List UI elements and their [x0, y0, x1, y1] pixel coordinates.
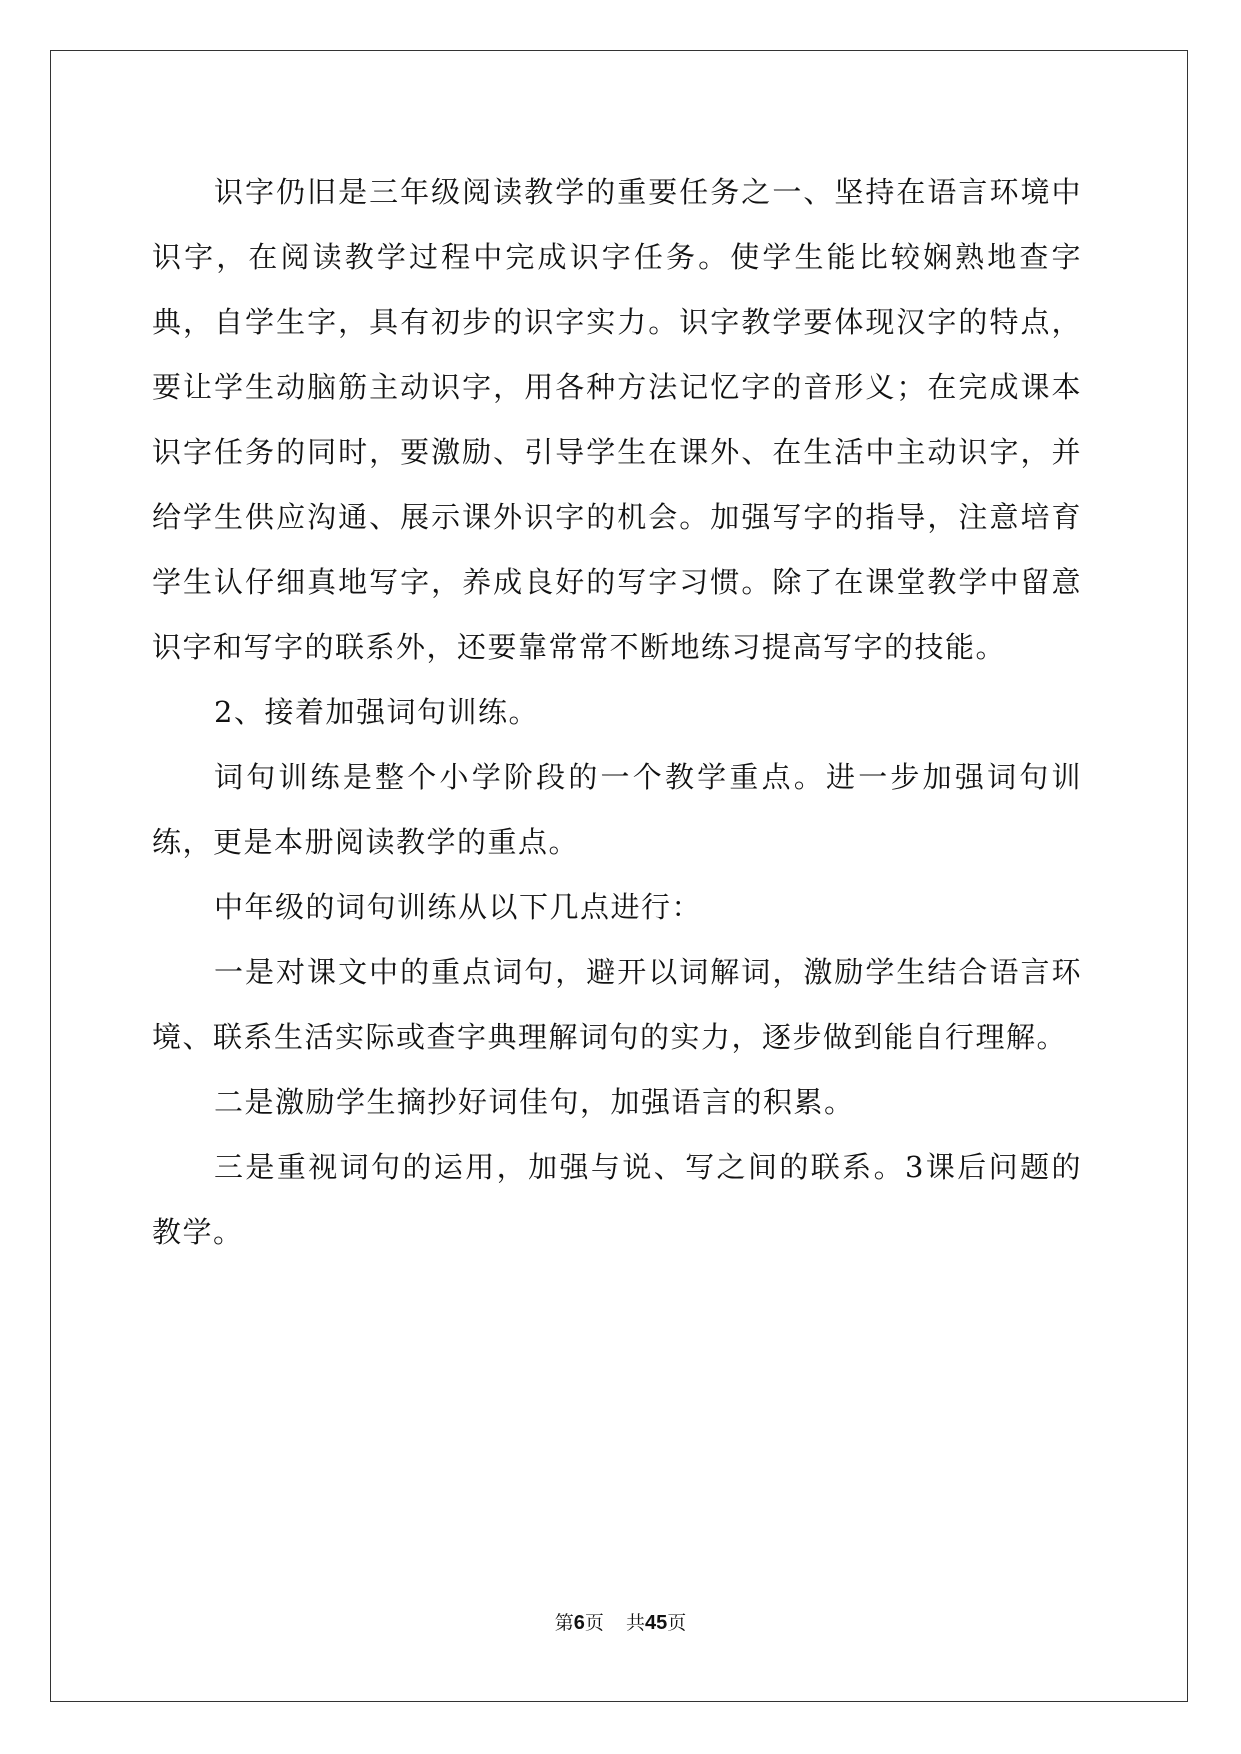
- footer-page-number: 6: [573, 1612, 585, 1634]
- paragraph-middle-grade: 中年级的词句训练从以下几点进行：: [214, 890, 703, 924]
- footer-total-prefix: 共: [625, 1612, 645, 1634]
- document-body: [152, 160, 1082, 1265]
- page-footer: [0, 1608, 1241, 1635]
- paragraph-word-sentence-training: 词句训练是整个小学阶段的一个教学重点。进一步加强词句训练，更是本册阅读教学的重点。: [152, 760, 1082, 859]
- paragraph-heading-word-sentence: 2、接着加强词句训练。: [214, 695, 539, 729]
- paragraph-point-two: 二是激励学生摘抄好词佳句，加强语言的积累。: [214, 1085, 855, 1119]
- footer-total-suffix: 页: [667, 1612, 687, 1634]
- paragraph-point-one: 一是对课文中的重点词句，避开以词解词，激励学生结合语言环境、联系生活实际或查字典理解词句的实力，逐步做到能自行理解。: [152, 955, 1082, 1054]
- paragraph-literacy: 识字仍旧是三年级阅读教学的重要任务之一、坚持在语言环境中识字，在阅读教学过程中完成识字任务。使学生能比较娴熟地查字典，自学生字，具有初步的识字实力。识字教学要体现汉字的特点，要让学生动脑筋主动识字，用各种方法记忆字的音形义；在完成课本识字任务的同时，要激励、引导学生在课外、在生活中主动识字，并给学生供应沟通、展示课外识字的机会。加强写字的指导，注意培育学生认仔细真地写字，养成良好的写字习惯。除了在课堂教学中留意识字和写字的联系外，还要靠常常不断地练习提高写字的技能。: [152, 175, 1082, 664]
- footer-prefix: 第: [554, 1612, 574, 1634]
- footer-page-suffix: 页: [584, 1612, 604, 1634]
- paragraph-point-three: 三是重视词句的运用，加强与说、写之间的联系。3课后问题的教学。: [152, 1150, 1082, 1249]
- footer-total-pages: 45: [644, 1612, 668, 1634]
